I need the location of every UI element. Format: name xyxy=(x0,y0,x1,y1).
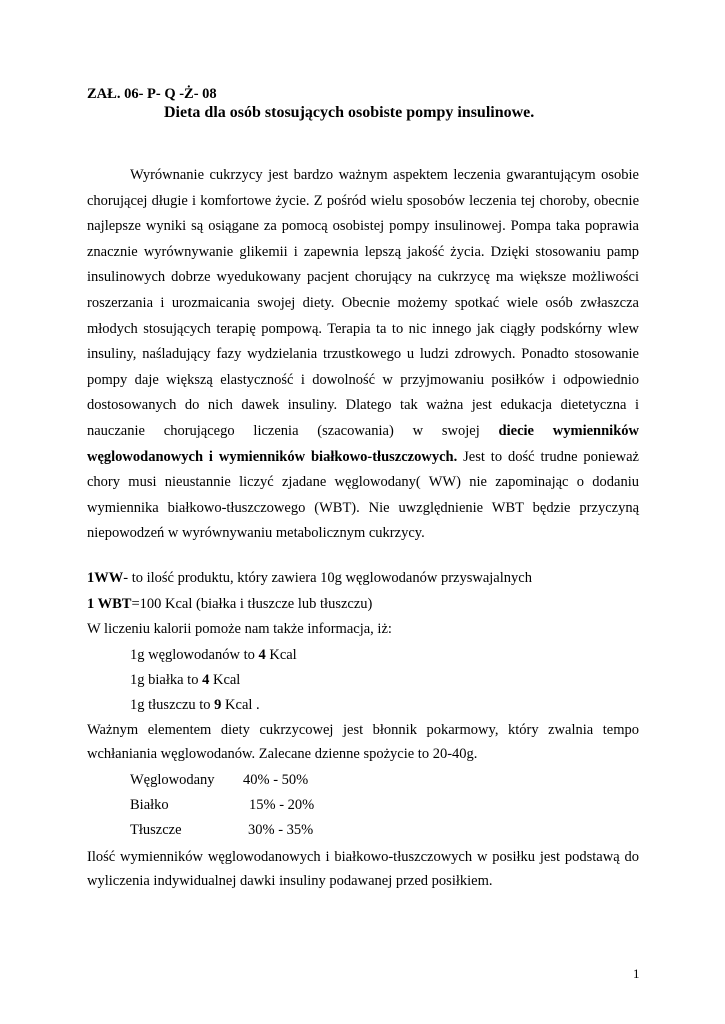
kcal-intro: W liczeniu kalorii pomoże nam także informacja, iż: xyxy=(87,621,392,637)
kcal-item xyxy=(130,644,297,666)
page-number: 1 xyxy=(633,966,640,981)
intro-text-b: Jest to dość trudne ponieważ chory musi nieustannie liczyć zjadane węglowodany( WW) nie zapominając o dodaniu wymiennika białkowo-tłuszczowego (WBT). Nie uwzględnienie WBT będzie przyczyną niepowodzeń w wyrównywaniu metabolicznym cukrzycy. xyxy=(87,448,639,542)
ww-term: 1WW xyxy=(87,570,124,586)
intro-text-a: Wyrównanie cukrzycy jest bardzo ważnym aspektem leczenia gwarantującym osobie chorującej długie i komfortowe życie. Z pośród wielu sposobów leczenia tej choroby, obecnie najlepsze wyniki są osiągane za pomocą osobistej pompy insulinowej. Pompa taka poprawia znacznie wyrównywanie glikemii i zapewnia lepszą jakość życia. Dzięki stosowaniu pamp insulinowych dobrze wyedukowany pacjent chorujący na cukrzycę ma większe możliwości roszerzania i urozmaicania swojej diety. Obecnie możemy spotkać wiele osób zwłaszcza młodych stosujących terapię pompową. Terapia ta to nic innego jak ciągły podskórny wlew insuliny, naśladujący fazy wydzielania trzustkowego u ludzi zdrowych. Ponadto stosowanie pompy daje większą elastyczność i dowolność w przyjmowaniu posiłków i odpowiednio dostosowanych do nich dawek insuliny. Dlatego tak ważna jest edukacja dietetyczna i nauczanie chorującego liczenia (szacowania) w swojej xyxy=(87,167,639,439)
kcal-item xyxy=(130,669,240,691)
document-reference: ZAŁ. 06- P- Q -Ż- 08 xyxy=(87,86,217,102)
kcal-label: 1g białka to xyxy=(130,672,203,688)
macro-value: 40% - 50% xyxy=(243,772,309,788)
intro-text-bold: diecie wymienników węglowodanowych i wymienników białkowo-tłuszczowych. xyxy=(87,422,639,465)
macro-name: Białko xyxy=(130,797,169,813)
kcal-value: 9 xyxy=(214,697,222,713)
fiber-paragraph: Ważnym elementem diety cukrzycowej jest błonnik pokarmowy, który zwalnia tempo wchłaniania węglowodanów. Zalecane dzienne spożycie to 20-40g. xyxy=(87,722,639,762)
wbt-text: =100 Kcal (białka i tłuszcze lub tłuszczu) xyxy=(131,596,373,612)
kcal-value: 4 xyxy=(202,672,210,688)
ww-definition xyxy=(87,567,532,589)
kcal-value: 4 xyxy=(258,647,266,663)
kcal-unit: Kcal xyxy=(265,647,297,663)
kcal-unit: Kcal xyxy=(209,672,241,688)
macro-name: Węglowodany xyxy=(130,772,215,788)
ww-text: - to ilość produktu, który zawiera 10g węglowodanów przyswajalnych xyxy=(123,570,532,586)
wbt-term: 1 WBT xyxy=(87,596,132,612)
kcal-label: 1g węglowodanów to xyxy=(130,647,259,663)
macro-value: 30% - 35% xyxy=(248,822,314,838)
document-title: Dieta dla osób stosujących osobiste pompy insulinowe. xyxy=(164,104,535,121)
kcal-unit: Kcal . xyxy=(221,697,260,713)
closing-paragraph: Ilość wymienników węglowodanowych i białkowo-tłuszczowych w posiłku jest podstawą do wyliczenia indywidualnej dawki insuliny podawanej przed posiłkiem. xyxy=(87,849,639,889)
macro-name: Tłuszcze xyxy=(130,822,182,838)
macro-value: 15% - 20% xyxy=(249,797,315,813)
wbt-definition xyxy=(87,593,372,615)
kcal-label: 1g tłuszczu to xyxy=(130,697,215,713)
intro-paragraph xyxy=(87,163,639,547)
kcal-item xyxy=(130,694,260,716)
